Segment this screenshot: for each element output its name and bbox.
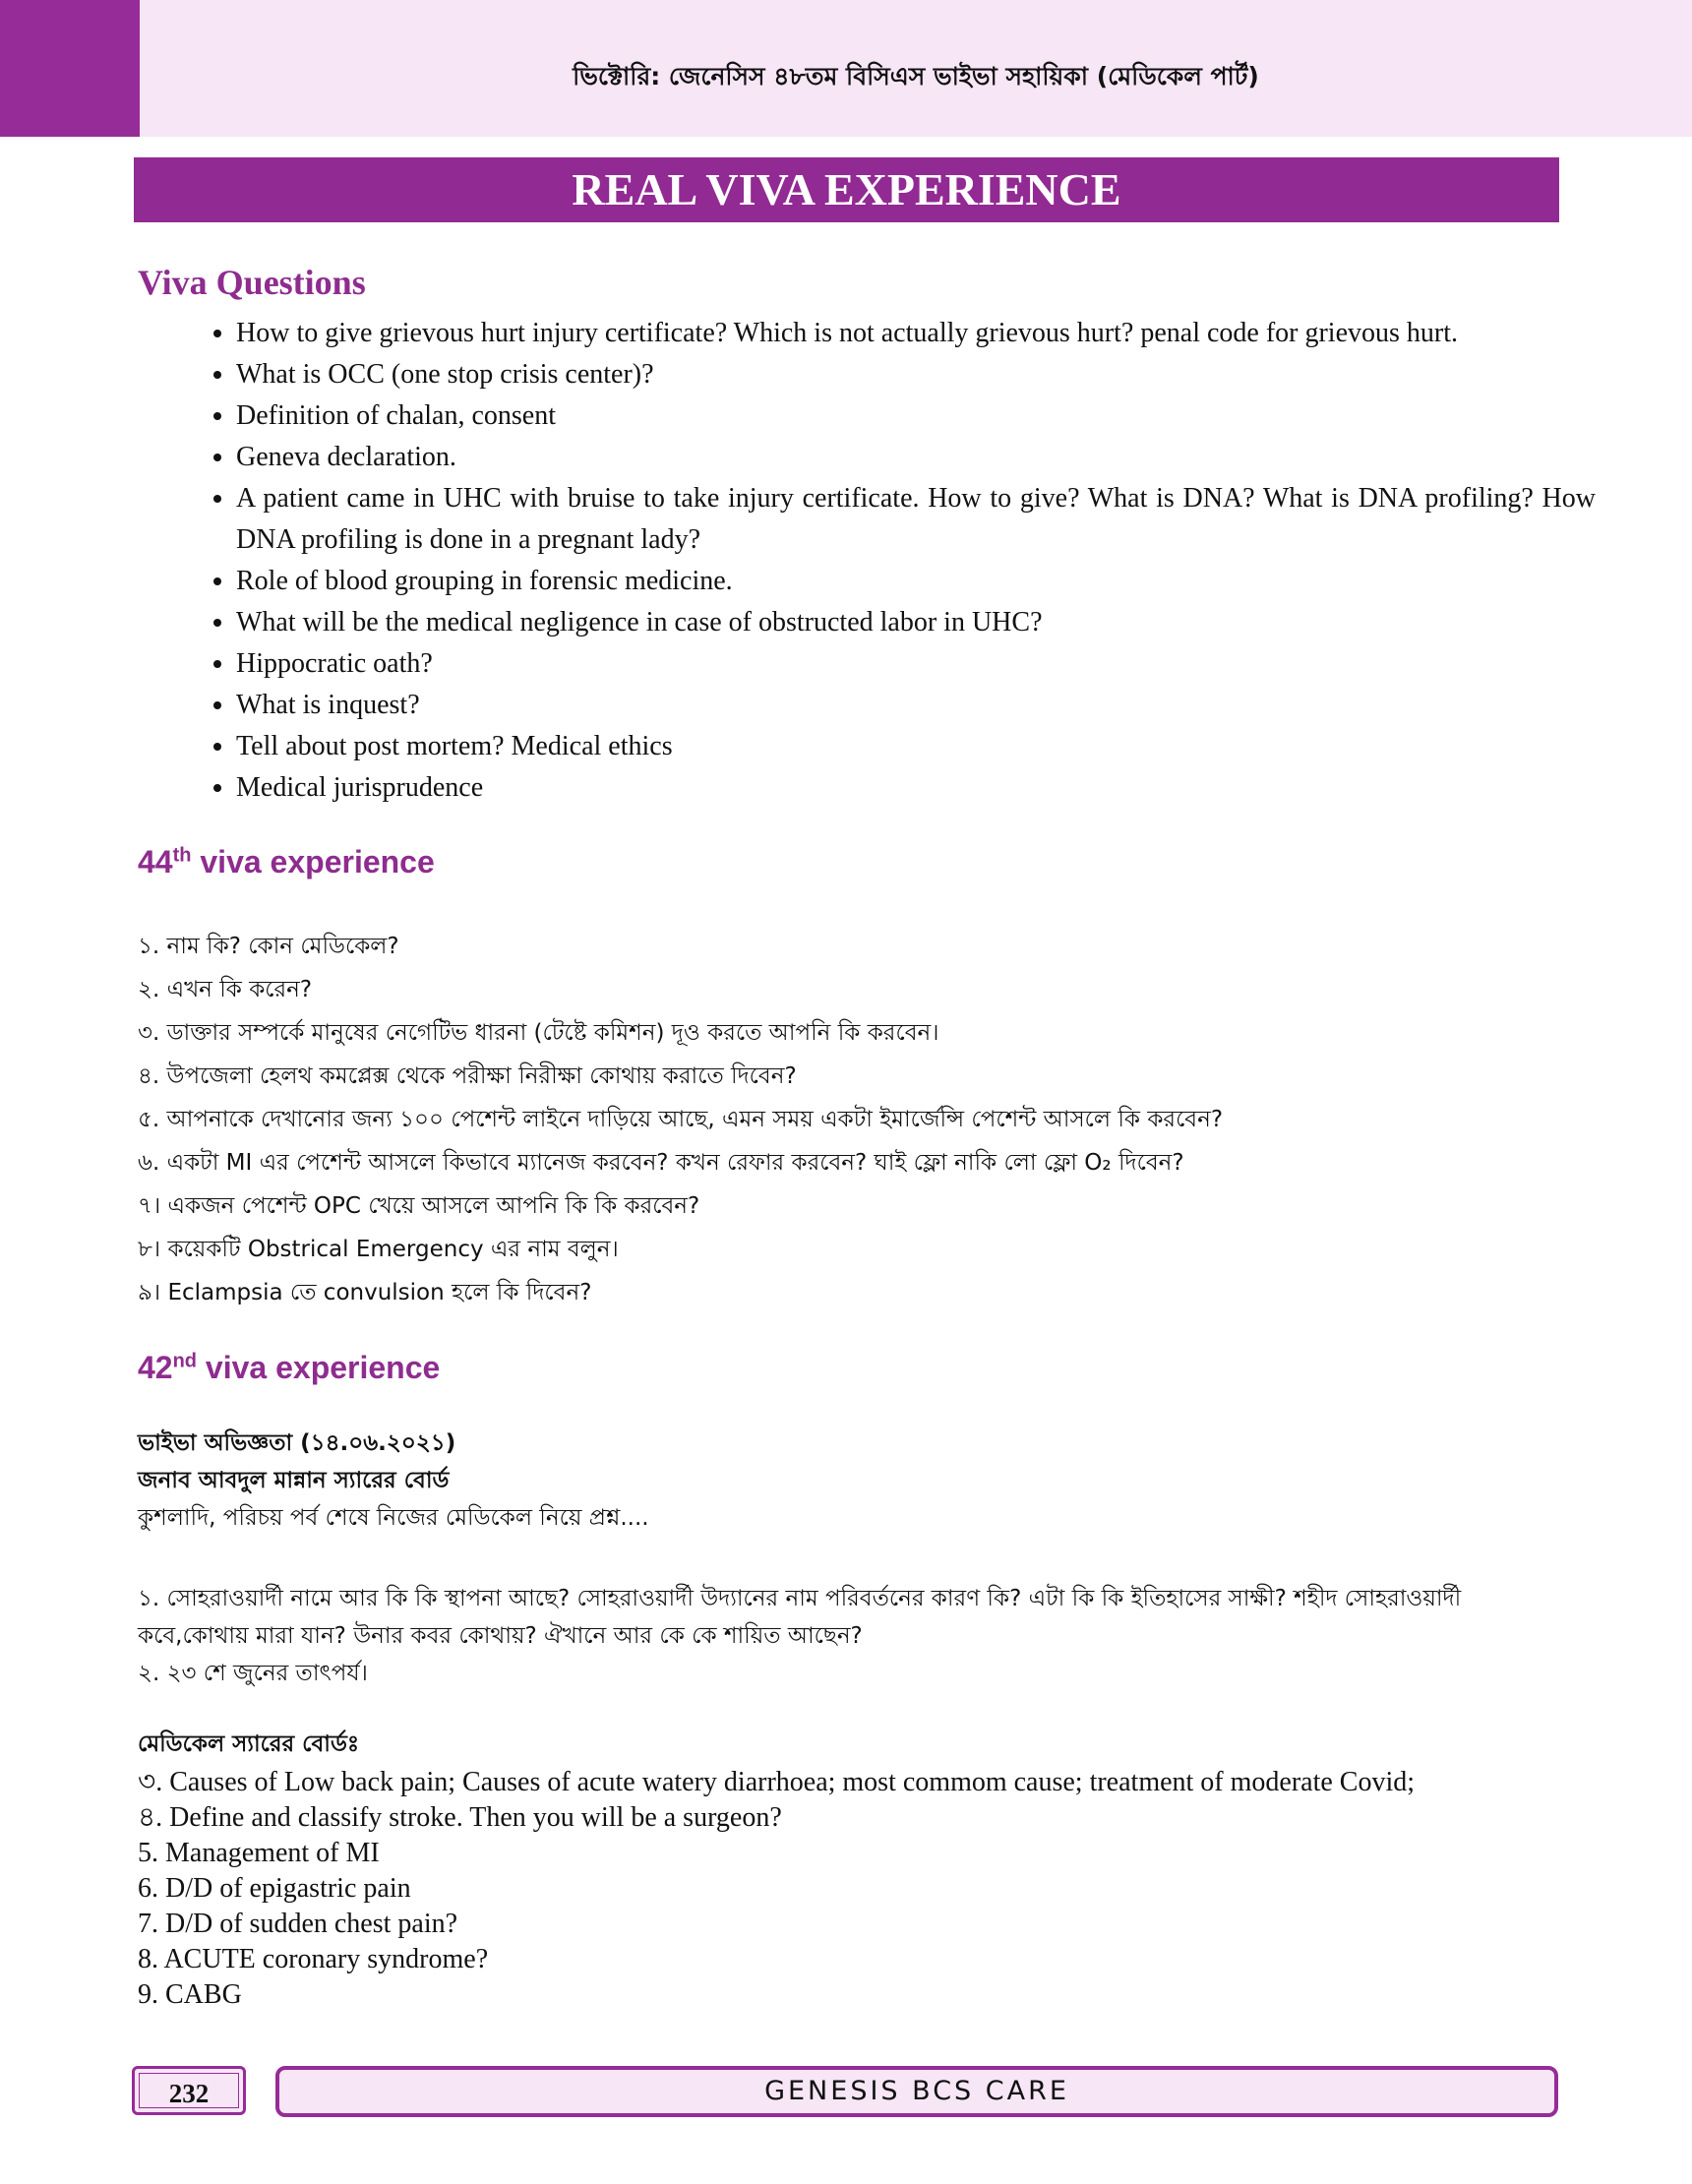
list-item: ১. সোহরাওয়ার্দী নামে আর কি কি স্থাপনা আছে? সোহরাওয়ার্দী উদ্যানের নাম পরিবর্তনের কারণ কি? এটা কি কি ইতিহাসের সাক্ষী? শহীদ সোহরাওয়ার্দী কবে,কোথায় মারা যান? উনার কবর কোথায়? ঐখানে আর কে কে শায়িত আছেন? (138, 1586, 1462, 1649)
list-item: ১. নাম কি? কোন মেডিকেল? (138, 934, 399, 959)
exp44-heading-number: 44 (138, 844, 173, 880)
list-item: ৬. একটা MI এর পেশেন্ট আসলে কিভাবে ম্যানেজ করবেন? কখন রেফার করবেন? ঘাই ফ্লো নাকি লো ফ্লো O₂ দিবেন? (138, 1150, 1184, 1176)
running-header: ভিক্টোরি: জেনেসিস ৪৮তম বিসিএস ভাইভা সহায়িকা (মেডিকেল পার্ট) (573, 62, 1259, 91)
list-item: 5. Management of MI (138, 1838, 380, 1868)
list-item: ৪. Define and classify stroke. Then you will be a surgeon? (138, 1802, 782, 1833)
page-number-box (132, 2066, 246, 2115)
medical-board-label: মেডিকেল স্যারের বোর্ডঃ (138, 1731, 360, 1757)
list-item: ৫. আপনাকে দেখানোর জন্য ১০০ পেশেন্ট লাইনে দাড়িয়ে আছে, এমন সময় একটা ইমার্জেন্সি পেশেন্ট আসলে কি করবেন? (138, 1107, 1224, 1132)
exp42-heading-text: viva experience (197, 1350, 441, 1385)
list-item: ৭। একজন পেশেন্ট OPC খেয়ে আসলে আপনি কি কি করবেন? (138, 1193, 700, 1219)
list-item: ৮। কয়েকটি Obstrical Emergency এর নাম বলুন। (138, 1237, 619, 1262)
exp42-general-questions (138, 1580, 1554, 1692)
list-item: ২. এখন কি করেন? (138, 977, 313, 1002)
list-item: • Tell about post mortem? Medical ethics (236, 726, 1596, 767)
footer-brand: GENESIS BCS CARE (275, 2066, 1558, 2117)
exp44-question-list (138, 925, 1564, 1314)
list-item: • Geneva declaration. (236, 437, 1596, 478)
list-item: • What is OCC (one stop crisis center)? (236, 354, 1596, 395)
list-item: • A patient came in UHC with bruise to take injury certificate. How to give? What is DNA? What is DNA profiling? How DNA profiling is done in a pregnant lady? (236, 478, 1596, 561)
exp44-heading-suffix: th (172, 844, 192, 867)
page-title: REAL VIVA EXPERIENCE (134, 157, 1559, 222)
list-item: ৩. ডাক্তার সম্পর্কে মানুষের নেগেটিভ ধারনা (টেষ্টে কমিশন) দূও করতে আপনি কি করবেন। (138, 1020, 939, 1046)
list-item: 7. D/D of sudden chest pain? (138, 1909, 458, 1939)
exp42-heading-suffix: nd (172, 1350, 198, 1372)
header-accent-block (0, 0, 140, 137)
intro-line: কুশলাদি, পরিচয় পর্ব শেষে নিজের মেডিকেল নিয়ে প্রশ্ন.... (138, 1505, 649, 1531)
list-item: 9. CABG (138, 1979, 242, 2010)
list-item: 8. ACUTE coronary syndrome? (138, 1944, 489, 1974)
medical-board-question-list (138, 1765, 1564, 2013)
board-line: জনাব আবদুল মান্নান স্যারের বোর্ড (138, 1468, 450, 1493)
exp42-heading (138, 1350, 440, 1386)
list-item: 6. D/D of epigastric pain (138, 1873, 411, 1904)
exp42-intro (138, 1425, 1554, 1537)
viva-questions-list (193, 313, 1596, 809)
viva-date-line: ভাইভা অভিজ্ঞতা (১৪.০৬.২০২১) (138, 1430, 456, 1456)
list-item: • What will be the medical negligence in case of obstructed labor in UHC? (236, 602, 1596, 643)
list-item: ২. ২৩ শে জুনের তাৎপর্য। (138, 1661, 368, 1686)
list-item: ৩. Causes of Low back pain; Causes of acute watery diarrhoea; most commom cause; treatment of moderate Covid; (138, 1767, 1416, 1797)
page-number: 232 (139, 2073, 239, 2108)
list-item: • Role of blood grouping in forensic medicine. (236, 561, 1596, 602)
list-item: • Medical jurisprudence (236, 767, 1596, 809)
viva-questions-heading: Viva Questions (138, 263, 366, 302)
list-item: • Hippocratic oath? (236, 643, 1596, 685)
list-item: • How to give grievous hurt injury certificate? Which is not actually grievous hurt? penal code for grievous hurt. (236, 313, 1596, 354)
list-item: ৯। Eclampsia তে convulsion হলে কি দিবেন? (138, 1280, 592, 1305)
list-item: • Definition of chalan, consent (236, 395, 1596, 437)
exp44-heading (138, 844, 435, 880)
exp44-heading-text: viva experience (191, 844, 435, 880)
list-item: ৪. উপজেলা হেলথ কমপ্লেক্স থেকে পরীক্ষা নিরীক্ষা কোথায় করাতে দিবেন? (138, 1063, 797, 1089)
list-item: • What is inquest? (236, 685, 1596, 726)
exp42-heading-number: 42 (138, 1350, 173, 1385)
